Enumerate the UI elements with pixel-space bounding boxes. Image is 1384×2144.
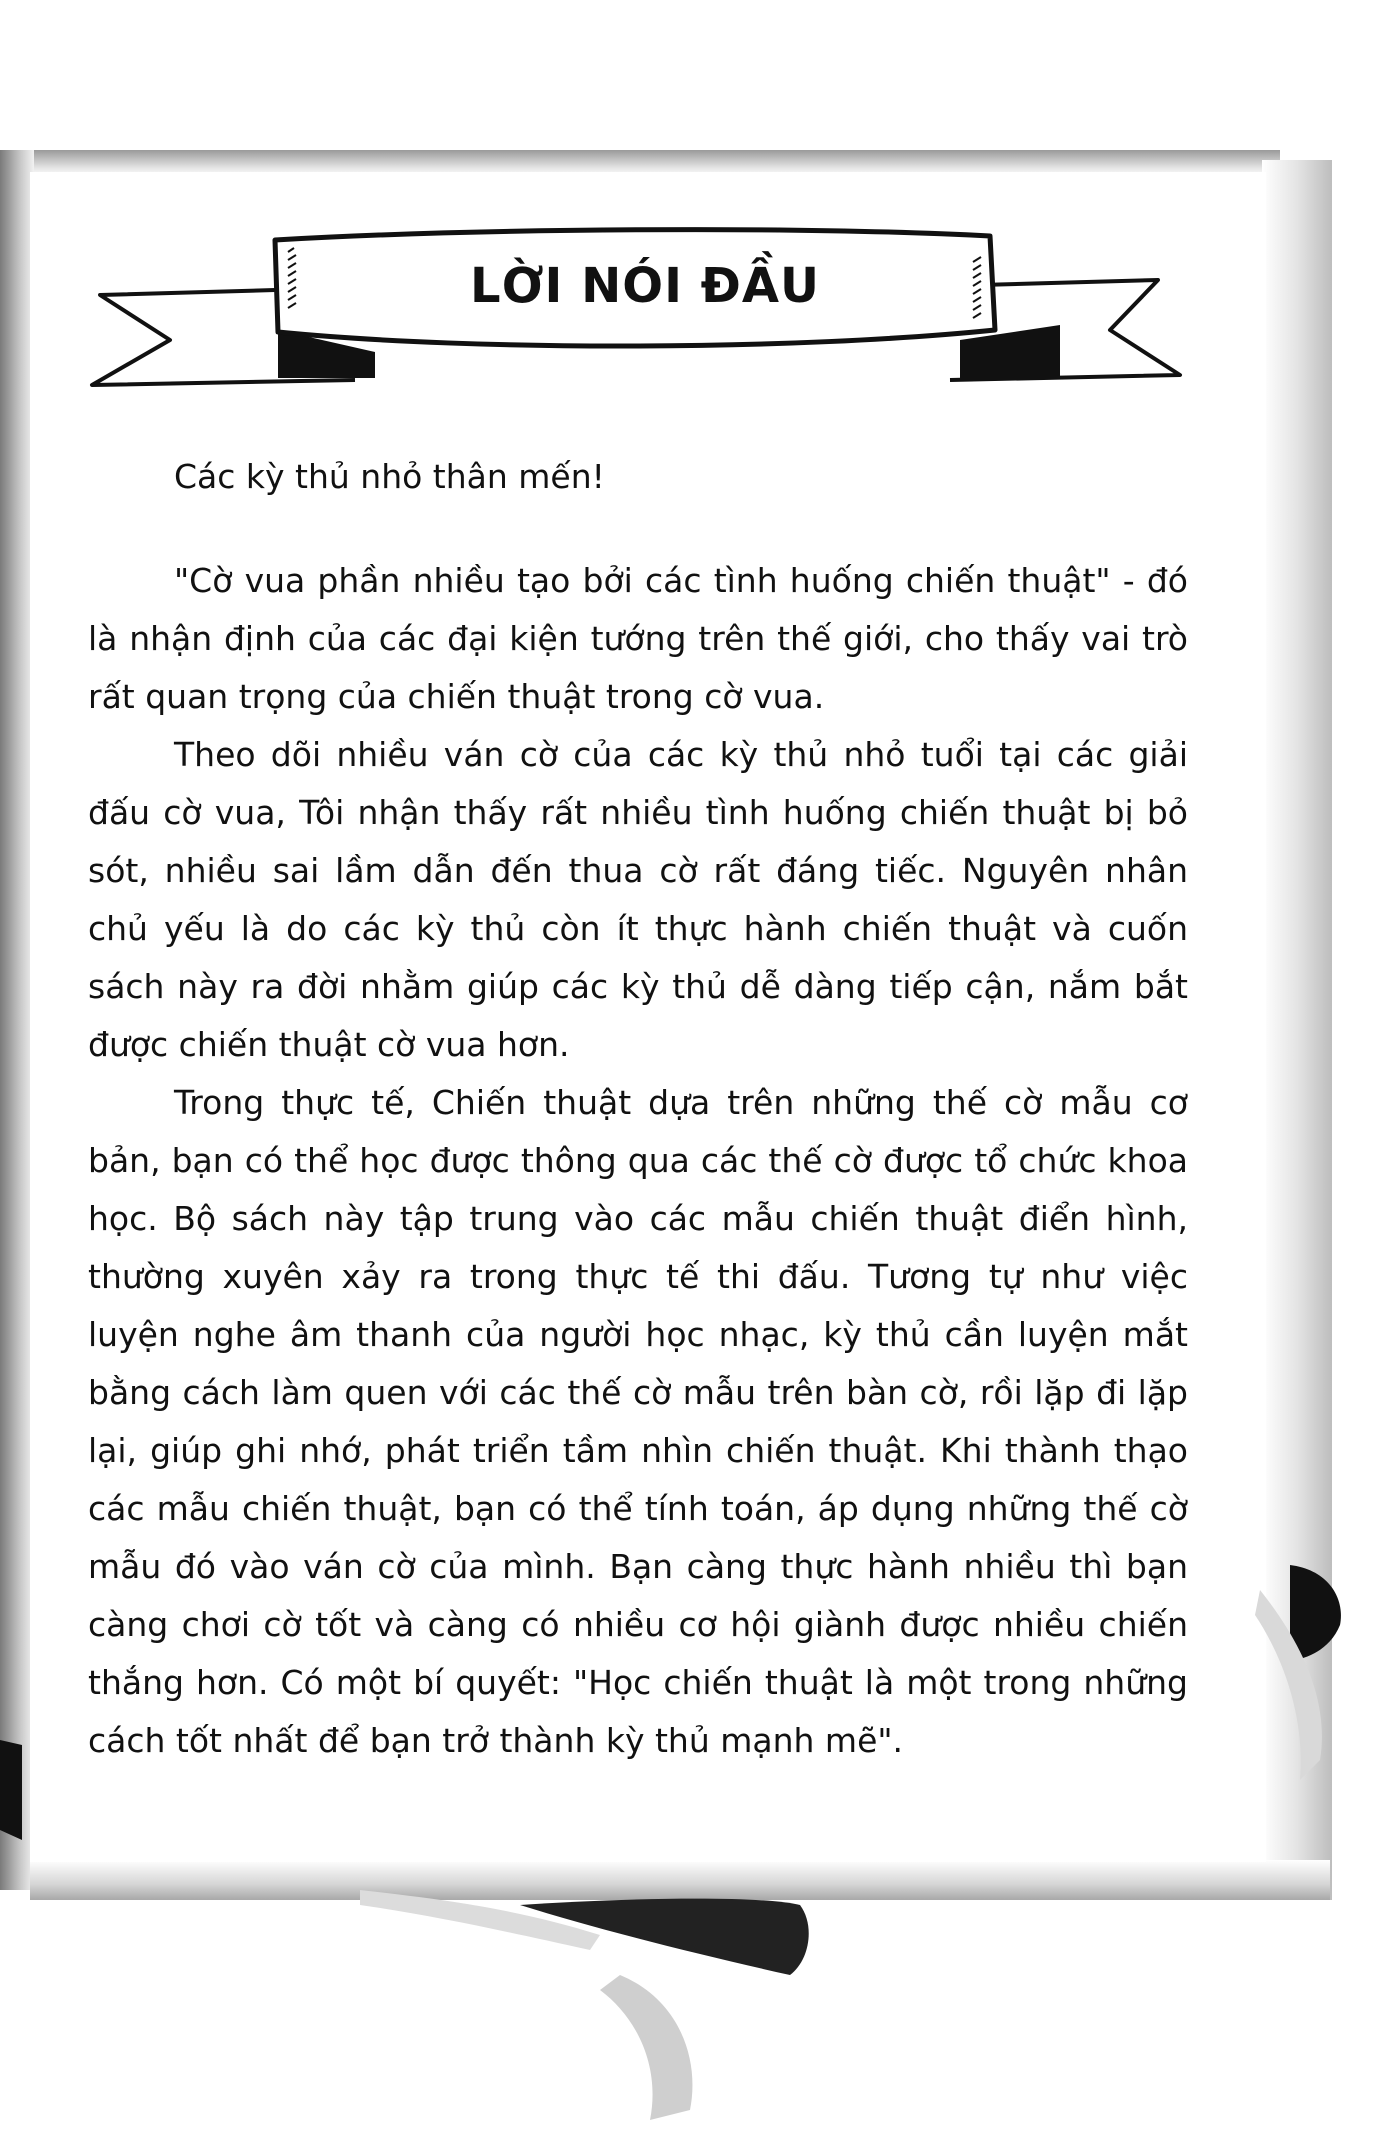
- paragraph-2: Theo dõi nhiều ván cờ của các kỳ thủ nhỏ tuổi tại các giải đấu cờ vua, Tôi nhận thấy rất nhiều tình huống chiến thuật bị bỏ sót, nhiều sai lầm dẫn đến thua cờ rất đáng tiếc. Nguyên nhân chủ yếu là do các kỳ thủ còn ít thực hành chiến thuật và cuốn sách này ra đời nhằm giúp các kỳ thủ dễ dàng tiếp cận, nắm bắt được chiến thuật cờ vua hơn.: [88, 735, 1188, 1064]
- greeting-line: Các kỳ thủ nhỏ thân mến!: [174, 457, 605, 496]
- content-body: [88, 448, 1188, 1770]
- page-title: LỜI NÓI ĐẦU: [470, 258, 820, 314]
- paragraph-3: Trong thực tế, Chiến thuật dựa trên những thế cờ mẫu cơ bản, bạn có thể học được thông qua các thế cờ được tổ chức khoa học. Bộ sách này tập trung vào các mẫu chiến thuật điển hình, thường xuyên xảy ra trong thực tế thi đấu. Tương tự như việc luyện nghe âm thanh của người học nhạc, kỳ thủ cần luyện mắt bằng cách làm quen với các thế cờ mẫu trên bàn cờ, rồi lặp đi lặp lại, giúp ghi nhớ, phát triển tầm nhìn chiến thuật. Khi thành thạo các mẫu chiến thuật, bạn có thể tính toán, áp dụng những thế cờ mẫu đó vào ván cờ của mình. Bạn càng thực hành nhiều thì bạn càng chơi cờ tốt và càng có nhiều cơ hội giành được nhiều chiến thắng hơn. Có một bí quyết: "Học chiến thuật là một trong những cách tốt nhất để bạn trở thành kỳ thủ mạnh mẽ".: [88, 1083, 1188, 1760]
- paragraph-1: "Cờ vua phần nhiều tạo bởi các tình huống chiến thuật" - đó là nhận định của các đại kiện tướng trên thế giới, cho thấy vai trò rất quan trọng của chiến thuật trong cờ vua.: [88, 561, 1188, 716]
